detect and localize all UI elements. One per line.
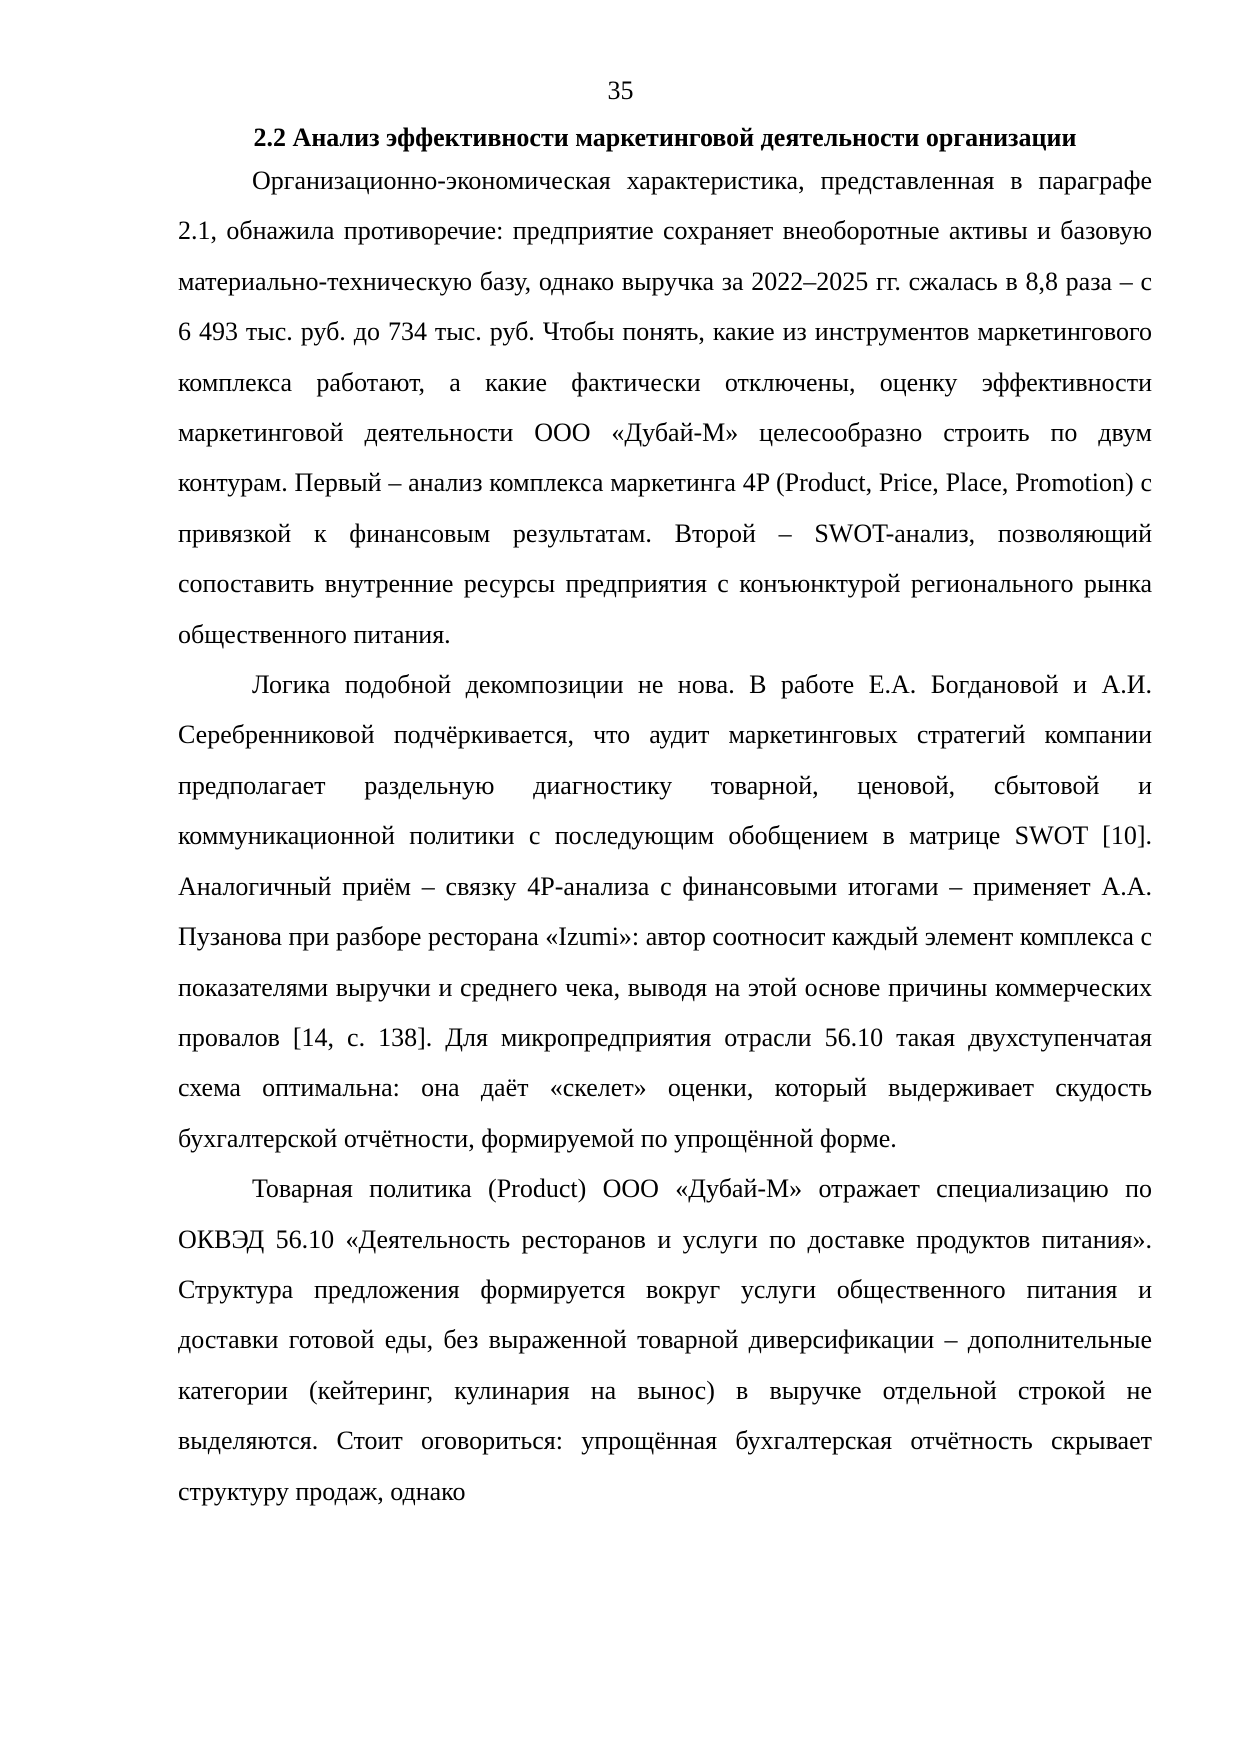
paragraph-2: Логика подобной декомпозиции не нова. В работе Е.А. Богдановой и А.И. Серебренниковой подчёркивается, что аудит маркетинговых стратегий компании предполагает раздельную диагностику товарной, ценовой, сбытовой и коммуникационной политики с последующим обобщением в матрице SWOT [10]. Аналогичный приём – связку 4P-анализа с финансовыми итогами – применяет А.А. Пузанова при разборе ресторана «Izumi»: автор соотносит каждый элемент комплекса с показателями выручки и среднего чека, выводя на этой основе причины коммерческих провалов [14, с. 138]. Для микропредприятия отрасли 56.10 такая двухступенчатая схема оптимальна: она даёт «скелет» оценки, который выдерживает скудость бухгалтерской отчётности, формируемой по упрощённой форме.: [178, 670, 1152, 1153]
document-body: [178, 118, 1152, 1517]
page-number: 35: [607, 76, 634, 105]
paragraph-3: Товарная политика (Product) ООО «Дубай-М» отражает специализацию по ОКВЭД 56.10 «Деятельность ресторанов и услуги по доставке продуктов питания». Структура предложения формируется вокруг услуги общественного питания и доставки готовой еды, без выраженной товарной диверсификации – дополнительные категории (кейтеринг, кулинария на вынос) в выручке отдельной строкой не выделяются. Стоит оговориться: упрощённая бухгалтерская отчётность скрывает структуру продаж, однако: [178, 1174, 1152, 1506]
section-heading: 2.2 Анализ эффективности маркетинговой деятельности организации: [253, 123, 1077, 152]
paragraph-1: Организационно-экономическая характеристика, представленная в параграфе 2.1, обнажила противоречие: предприятие сохраняет внеоборотные активы и базовую материально-техническую базу, однако выручка за 2022–2025 гг. сжалась в 8,8 раза – с 6 493 тыс. руб. до 734 тыс. руб. Чтобы понять, какие из инструментов маркетингового комплекса работают, а какие фактически отключены, оценку эффективности маркетинговой деятельности ООО «Дубай-М» целесообразно строить по двум контурам. Первый – анализ комплекса маркетинга 4P (Product, Price, Place, Promotion) с привязкой к финансовым результатам. Второй – SWOT-анализ, позволяющий сопоставить внутренние ресурсы предприятия с конъюнктурой регионального рынка общественного питания.: [178, 166, 1152, 649]
